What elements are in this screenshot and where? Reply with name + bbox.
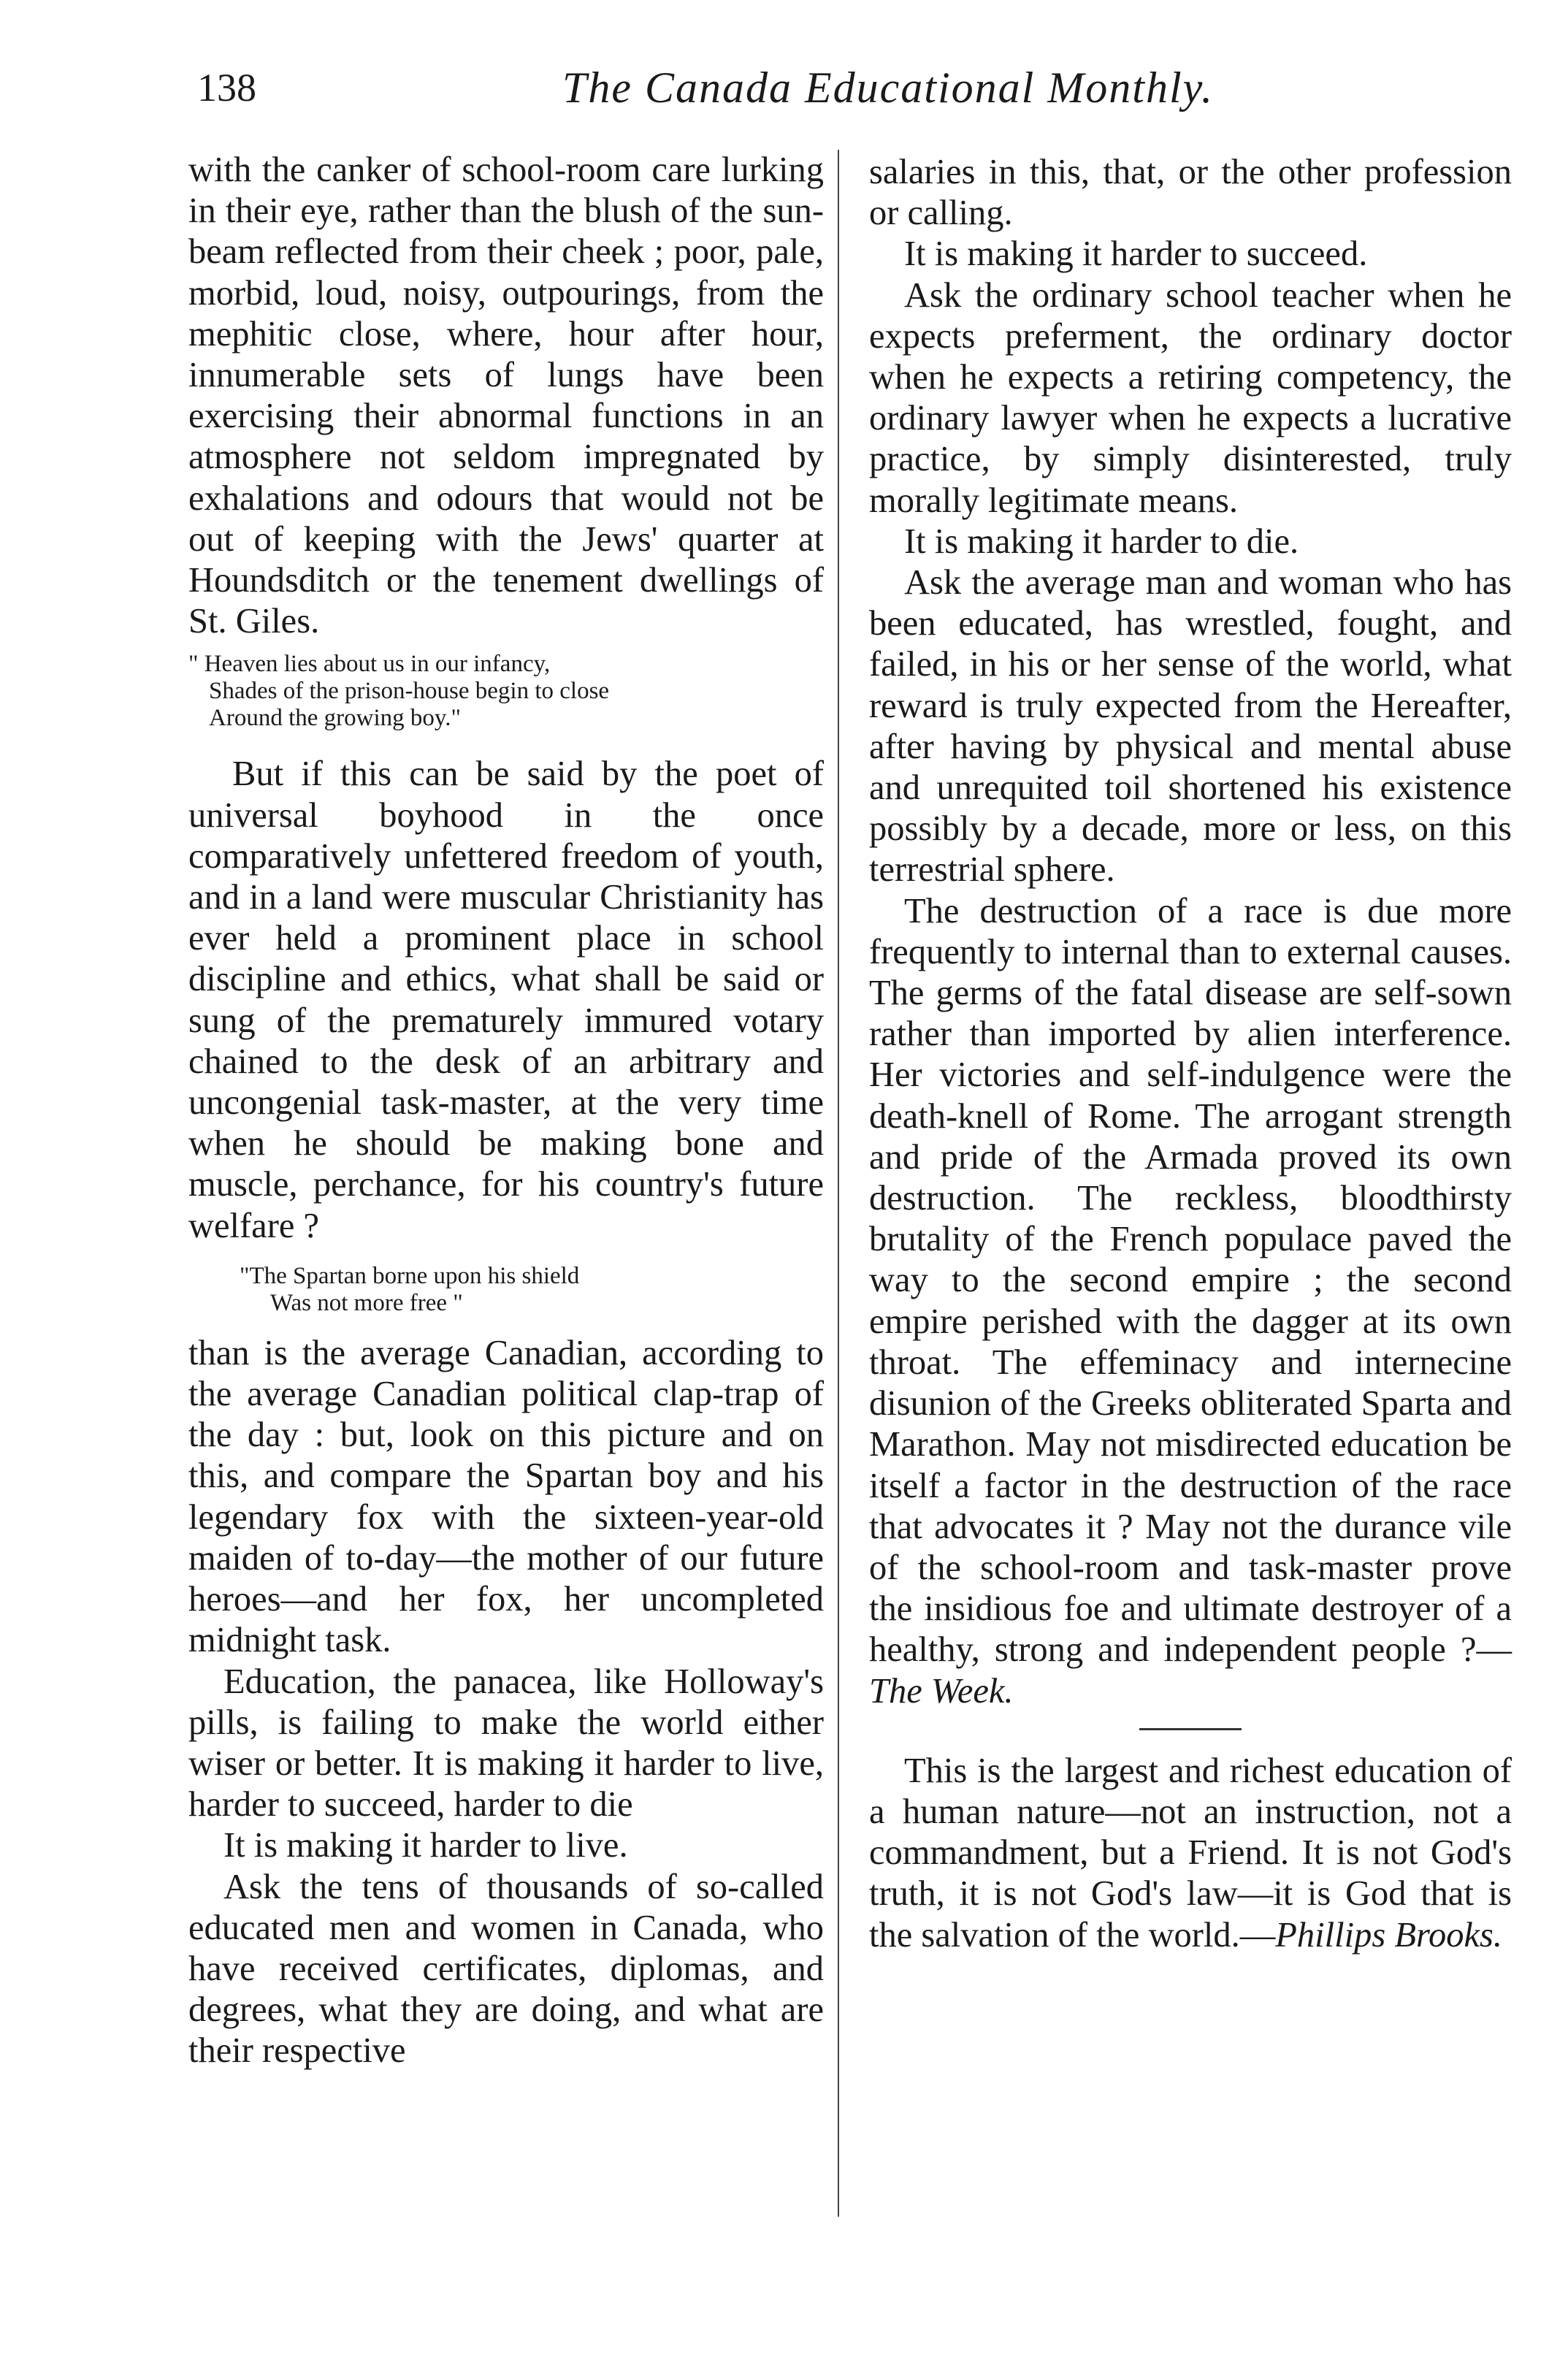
poem-quote xyxy=(188,1263,824,1317)
paragraph: than is the average Canadian, according to the average Canadian political clap-trap of the day : but, look on this picture and on this, and compare the Spartan boy and his legendary fox with the sixteen-year-old maiden of to-day—the mother of our future heroes—and her fox, her uncompleted midnight task. xyxy=(188,1333,824,1660)
source-attribution: The Week. xyxy=(869,1671,1014,1711)
page-number: 138 xyxy=(197,66,256,110)
paragraph-text: The destruction of a race is due more frequently to internal than to external causes. The germs of the fatal disease are self-sown rather than imported by alien interference. Her victories and self-indulgence were the death-knell of Rome. The arrogant strength and pride of the Armada proved its own destruction. The reckless, bloodthirsty brutality of the French populace paved the way to the second empire ; the second empire perished with the dagger at its own throat. The effeminacy and internecine disunion of the Greeks obliterated Sparta and Marathon. May not misdirected education be itself a factor in the destruction of the race that advocates it ? May not the durance vile of the school-room and task-master prove the insidious foe and ultimate destroyer of a healthy, strong and independent people ?— xyxy=(869,891,1512,1670)
paragraph: Education, the panacea, like Holloway's pills, is failing to make the world either wiser or better. It is making it harder to live, harder to succeed, harder to die xyxy=(188,1662,824,1825)
paragraph: Ask the tens of thousands of so-called educated men and women in Canada, who have received certificates, diplomas, and degrees, what they are doing, and what are their respective xyxy=(188,1867,824,2071)
poem-line: " Heaven lies about us in our infancy, xyxy=(188,651,551,678)
paragraph: salaries in this, that, or the other profession or calling. xyxy=(869,153,1512,233)
paragraph: It is making it harder to succeed. xyxy=(904,234,1368,274)
column-divider xyxy=(838,150,839,2217)
paragraph: Ask the ordinary school teacher when he expects preferment, the ordinary doctor when he expects a retiring competency, the ordinary lawyer when he expects a lucrative practice, by simply disinterested, truly morally legitimate means. xyxy=(869,275,1512,520)
page-header xyxy=(197,58,1242,117)
section-divider xyxy=(1139,1728,1242,1730)
right-column xyxy=(869,152,1512,1956)
poem-quote xyxy=(188,651,824,732)
paragraph: But if this can be said by the poet of universal boyhood in the once comparatively unfettered freedom of youth, and in a land were muscular Christianity has ever held a prominent place in school discipline and ethics, what shall be said or sung of the prematurely immured votary chained to the desk of an arbitrary and uncongenial task-master, at the very time when he should be making bone and muscle, perchance, for his country's future welfare ? xyxy=(188,754,824,1245)
poem-line: "The Spartan borne upon his shield xyxy=(240,1262,580,1289)
left-column xyxy=(188,150,824,2072)
paragraph xyxy=(869,891,1512,1712)
poem-line: Was not more free " xyxy=(270,1289,463,1316)
paragraph: with the canker of school-room care lurking in their eye, rather than the blush of the sun-beam reflected from their cheek ; poor, pale, morbid, loud, noisy, outpourings, from the mephitic close, where, hour after hour, innumerable sets of lungs have been exercising their abnormal functions in an atmosphere not seldom impregnated by exhalations and odours that would not be out of keeping with the Jews' quarter at Houndsditch or the tenement dwellings of St. Giles. xyxy=(188,150,824,641)
running-title: The Canada Educational Monthly. xyxy=(562,64,1214,112)
paragraph: Ask the average man and woman who has been educated, has wrestled, fought, and failed, in his or her sense of the world, what reward is truly expected from the Hereafter, after having by physical and mental abuse and unrequited toil shortened his existence possibly by a decade, more or less, on this terrestrial sphere. xyxy=(869,563,1512,890)
source-attribution: Phillips Brooks. xyxy=(1275,1915,1503,1955)
poem-line: Shades of the prison-house begin to close xyxy=(209,678,610,705)
paragraph: It is making it harder to live. xyxy=(223,1826,628,1865)
poem-line: Around the growing boy." xyxy=(209,705,461,732)
paragraph: It is making it harder to die. xyxy=(904,521,1299,561)
paragraph xyxy=(869,1751,1512,1956)
paragraph-text: This is the largest and richest education of a human nature—not an instruction, not a commandment, but a Friend. It is not God's truth, it is not God's law—it is God that is the salvation of the world.— xyxy=(869,1751,1512,1955)
